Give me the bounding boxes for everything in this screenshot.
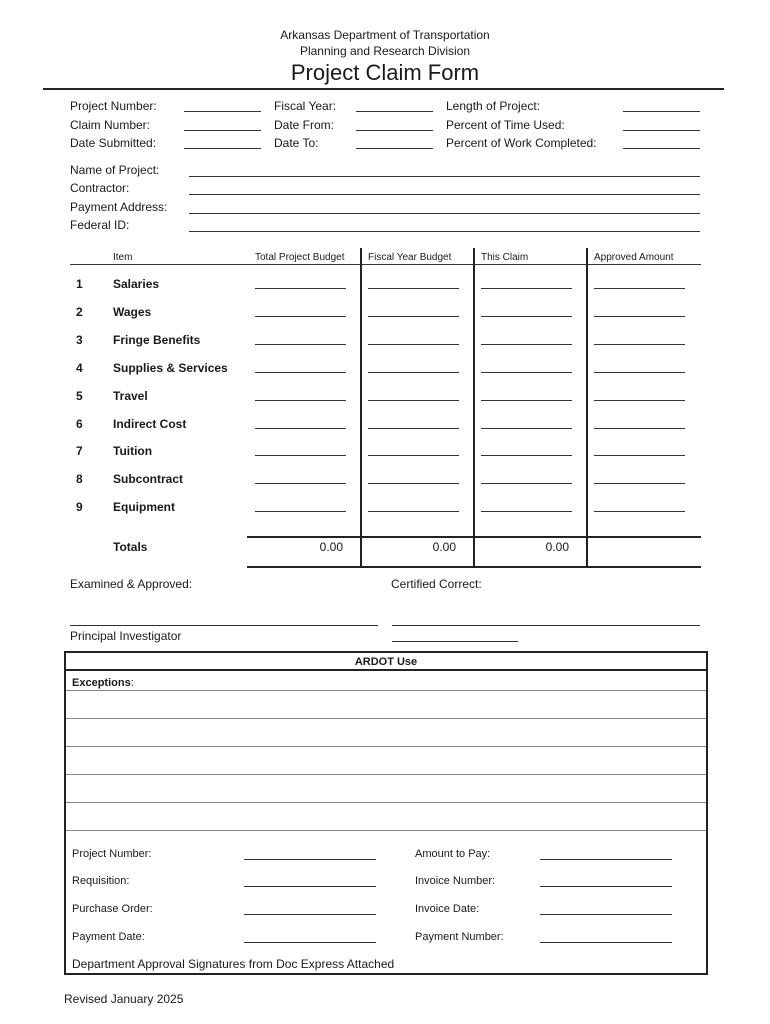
- requisition-label: Requisition:: [72, 875, 130, 887]
- revised-date: Revised January 2025: [64, 992, 184, 1006]
- date-to-field[interactable]: [356, 148, 433, 149]
- percent-time-used-field[interactable]: [623, 130, 700, 131]
- total-project-budget-field[interactable]: [255, 288, 346, 289]
- exceptions-line[interactable]: [66, 690, 706, 691]
- total-project-budget-field[interactable]: [255, 344, 346, 345]
- project-number-label: Project Number:: [70, 99, 157, 113]
- ardot-project-number-field[interactable]: [244, 859, 376, 860]
- invoice-date-label: Invoice Date:: [415, 903, 480, 915]
- column-divider: [586, 248, 588, 567]
- examined-approved-label: Examined & Approved:: [70, 577, 193, 591]
- total-project-budget-field[interactable]: [255, 511, 346, 512]
- fiscal-year-budget-field[interactable]: [368, 511, 459, 512]
- date-from-label: Date From:: [274, 118, 335, 132]
- row-item-label: Fringe Benefits: [113, 333, 201, 347]
- fiscal-year-field[interactable]: [356, 111, 433, 112]
- payment-date-field[interactable]: [244, 942, 376, 943]
- percent-work-completed-label: Percent of Work Completed:: [446, 136, 597, 150]
- row-number: 2: [76, 305, 83, 319]
- this-claim-field[interactable]: [481, 372, 572, 373]
- length-of-project-label: Length of Project:: [446, 99, 541, 113]
- row-item-label: Indirect Cost: [113, 417, 187, 431]
- fiscal-year-label: Fiscal Year:: [274, 99, 337, 113]
- project-name-field[interactable]: [189, 176, 700, 177]
- row-item-label: Supplies & Services: [113, 361, 228, 375]
- percent-time-used-label: Percent of Time Used:: [446, 118, 565, 132]
- total-project-budget-total: 0.00: [319, 540, 343, 554]
- payment-number-field[interactable]: [540, 942, 672, 943]
- contractor-label: Contractor:: [70, 181, 130, 195]
- payment-address-label: Payment Address:: [70, 200, 168, 214]
- this-claim-field[interactable]: [481, 483, 572, 484]
- exceptions-line[interactable]: [66, 718, 706, 719]
- this-claim-field[interactable]: [481, 288, 572, 289]
- date-submitted-label: Date Submitted:: [70, 136, 157, 150]
- col-header-this-claim: This Claim: [481, 252, 529, 263]
- approved-amount-field[interactable]: [594, 344, 685, 345]
- exceptions-label: [72, 677, 134, 689]
- approved-amount-field[interactable]: [594, 372, 685, 373]
- row-item-label: Travel: [113, 389, 148, 403]
- row-number: 6: [76, 417, 83, 431]
- date-submitted-field[interactable]: [184, 148, 261, 149]
- certified-signature-line[interactable]: [392, 625, 700, 626]
- claim-number-label: Claim Number:: [70, 118, 151, 132]
- purchase-order-label: Purchase Order:: [72, 903, 153, 915]
- row-item-label: Equipment: [113, 500, 175, 514]
- column-divider: [473, 248, 475, 567]
- agency-name: Arkansas Department of Transportation: [280, 28, 490, 42]
- approved-amount-field[interactable]: [594, 288, 685, 289]
- invoice-number-label: Invoice Number:: [415, 875, 496, 887]
- col-header-approved: Approved Amount: [594, 252, 674, 263]
- exceptions-line[interactable]: [66, 746, 706, 747]
- header-rule: [70, 264, 701, 265]
- this-claim-field[interactable]: [481, 400, 572, 401]
- project-name-label: Name of Project:: [70, 163, 160, 177]
- exceptions-label-colon: :: [130, 677, 134, 689]
- date-from-field[interactable]: [356, 130, 433, 131]
- total-project-budget-field[interactable]: [255, 428, 346, 429]
- ardot-heading-rule: [66, 669, 706, 671]
- invoice-date-field[interactable]: [540, 914, 672, 915]
- approved-amount-field[interactable]: [594, 511, 685, 512]
- col-header-item: Item: [113, 252, 133, 263]
- row-item-label: Tuition: [113, 444, 153, 458]
- payment-date-label: Payment Date:: [72, 931, 145, 943]
- approved-amount-field[interactable]: [594, 400, 685, 401]
- this-claim-field[interactable]: [481, 428, 572, 429]
- fiscal-year-budget-field[interactable]: [368, 344, 459, 345]
- payment-number-label: Payment Number:: [415, 931, 504, 943]
- ardot-use-heading: ARDOT Use: [354, 656, 418, 668]
- totals-label: Totals: [113, 540, 148, 554]
- this-claim-total: 0.00: [545, 540, 569, 554]
- percent-work-completed-field[interactable]: [623, 148, 700, 149]
- row-number: 3: [76, 333, 83, 347]
- purchase-order-field[interactable]: [244, 914, 376, 915]
- approved-amount-field[interactable]: [594, 428, 685, 429]
- this-claim-field[interactable]: [481, 511, 572, 512]
- fiscal-year-budget-field[interactable]: [368, 288, 459, 289]
- project-number-field[interactable]: [184, 111, 261, 112]
- title-rule: [43, 88, 724, 90]
- form-title: Project Claim Form: [290, 60, 480, 85]
- amount-to-pay-label: Amount to Pay:: [415, 848, 491, 860]
- requisition-field[interactable]: [244, 886, 376, 887]
- row-item-label: Salaries: [113, 277, 160, 291]
- fiscal-year-budget-field[interactable]: [368, 316, 459, 317]
- total-project-budget-field[interactable]: [255, 372, 346, 373]
- fiscal-year-budget-field[interactable]: [368, 455, 459, 456]
- row-item-label: Wages: [113, 305, 152, 319]
- fiscal-year-budget-field[interactable]: [368, 428, 459, 429]
- exceptions-label-text: Exceptions: [72, 677, 131, 689]
- federal-id-field[interactable]: [189, 231, 700, 232]
- certified-correct-label: Certified Correct:: [391, 577, 482, 591]
- payment-address-field[interactable]: [189, 213, 700, 214]
- fiscal-year-budget-field[interactable]: [368, 483, 459, 484]
- column-divider: [360, 248, 362, 567]
- col-header-total-budget: Total Project Budget: [255, 252, 345, 263]
- row-number: 8: [76, 472, 83, 486]
- invoice-number-field[interactable]: [540, 886, 672, 887]
- claim-number-field[interactable]: [184, 130, 261, 131]
- exceptions-line[interactable]: [66, 830, 706, 831]
- approved-amount-field[interactable]: [594, 316, 685, 317]
- row-number: 4: [76, 361, 83, 375]
- total-project-budget-field[interactable]: [255, 455, 346, 456]
- this-claim-field[interactable]: [481, 316, 572, 317]
- division-name: Planning and Research Division: [299, 44, 471, 58]
- ardot-project-number-label: Project Number:: [72, 848, 152, 860]
- row-number: 9: [76, 500, 83, 514]
- fiscal-year-budget-total: 0.00: [432, 540, 456, 554]
- principal-investigator-label: Principal Investigator: [70, 629, 182, 643]
- fiscal-year-budget-field[interactable]: [368, 400, 459, 401]
- col-header-fiscal-budget: Fiscal Year Budget: [368, 252, 452, 263]
- row-number: 7: [76, 444, 83, 458]
- totals-top-rule: [247, 536, 701, 538]
- total-project-budget-field[interactable]: [255, 483, 346, 484]
- certified-date-line[interactable]: [392, 641, 518, 642]
- length-of-project-field[interactable]: [623, 111, 700, 112]
- row-number: 5: [76, 389, 83, 403]
- total-project-budget-field[interactable]: [255, 316, 346, 317]
- date-to-label: Date To:: [274, 136, 319, 150]
- approval-signatures-note: Department Approval Signatures from Doc Express Attached: [72, 957, 395, 971]
- row-number: 1: [76, 277, 83, 291]
- federal-id-label: Federal ID:: [70, 218, 130, 232]
- this-claim-field[interactable]: [481, 455, 572, 456]
- totals-bottom-rule: [247, 566, 701, 568]
- amount-to-pay-field[interactable]: [540, 859, 672, 860]
- examined-signature-line[interactable]: [70, 625, 378, 626]
- fiscal-year-budget-field[interactable]: [368, 372, 459, 373]
- exceptions-line[interactable]: [66, 802, 706, 803]
- exceptions-line[interactable]: [66, 774, 706, 775]
- row-item-label: Subcontract: [113, 472, 184, 486]
- this-claim-field[interactable]: [481, 344, 572, 345]
- ardot-use-box: [64, 651, 708, 975]
- contractor-field[interactable]: [189, 194, 700, 195]
- total-project-budget-field[interactable]: [255, 400, 346, 401]
- approved-amount-field[interactable]: [594, 455, 685, 456]
- approved-amount-field[interactable]: [594, 483, 685, 484]
